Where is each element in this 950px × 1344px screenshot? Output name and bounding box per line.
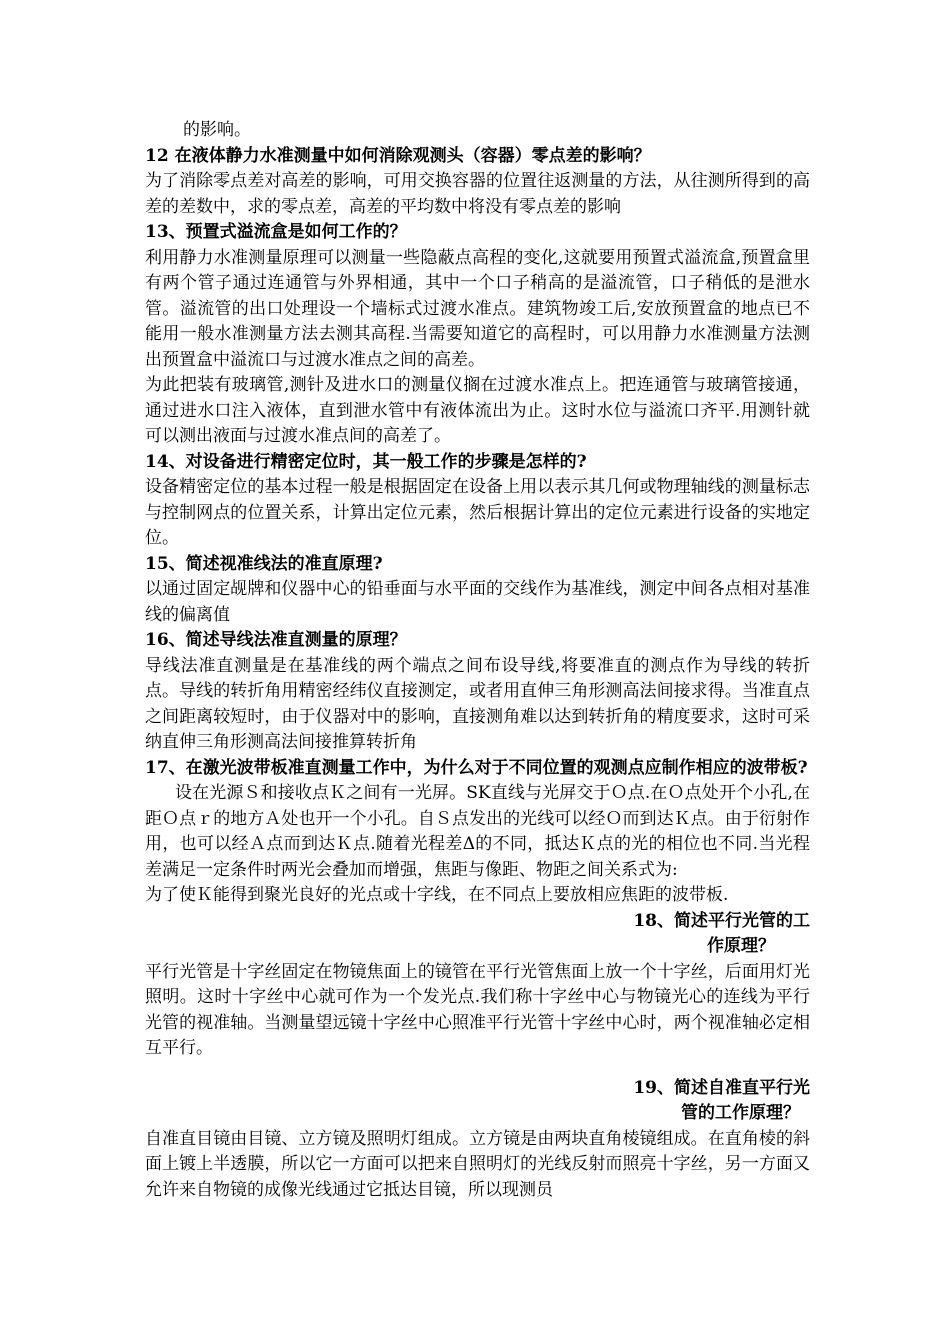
question-18-line-2: 作原理？ bbox=[707, 936, 775, 956]
question-19 bbox=[145, 1076, 810, 1127]
answer-13-part-2: 为此把装有玻璃管,测针及进水口的测量仪搁在过渡水准点上。把连通管与玻璃管接通，通过进水口注入液体，直到泄水管中有液体流出为止。这时水位与溢流口齐平.用测针就可以测出液面与过渡水准点间的高差了。 bbox=[145, 375, 810, 446]
question-18 bbox=[145, 909, 810, 960]
answer-16: 导线法准直测量是在基准线的两个端点之间布设导线,将要准直的测点作为导线的转折点。导线的转折角用精密经纬仪直接测定，或者用直伸三角形测高法间接求得。当准直点之间距离较短时，由于仪器对中的影响，直接测角难以达到转折角的精度要求，这时可采纳直伸三角形测高法间接推算转折角 bbox=[145, 655, 810, 752]
answer-12: 为了消除零点差对高差的影响，可用交换容器的位置往返测量的方法，从往测所得到的高差的差数中，求的零点差，高差的平均数中将没有零点差的影响 bbox=[145, 171, 810, 217]
question-19-line-2: 管的工作原理？ bbox=[681, 1103, 800, 1123]
answer-18: 平行光管是十字丝固定在物镜焦面上的镜管在平行光管焦面上放一个十字丝，后面用灯光照明。这时十字丝中心就可作为一个发光点.我们称十字丝中心与物镜光心的连线为平行光管的视准轴。当测量望远镜十字丝中心照准平行光管十字丝中心时，两个视准轴必定相互平行。 bbox=[145, 961, 810, 1058]
question-15: 15、简述视准线法的准直原理? bbox=[145, 553, 383, 574]
question-14: 14、对设备进行精密定位时，其一般工作的步骤是怎样的? bbox=[145, 451, 587, 472]
question-12: 12 在液体静力水准测量中如何消除观测头（容器）零点差的影响？ bbox=[145, 145, 651, 166]
answer-13-part-1: 利用静力水准测量原理可以测量一些隐蔽点高程的变化,这就要用预置式溢流盒,预置盒里有两个管子通过连通管与外界相通，其中一个口子稍高的是溢流管，口子稍低的是泄水管。溢流管的出口处理设一个墙标式过渡水准点。建筑物竣工后,安放预置盒的地点已不能用一般水准测量方法去测其高程.当需要知道它的高程时，可以用静力水准测量方法测出预置盒中溢流口与过渡水准点之间的高差。 bbox=[145, 247, 810, 370]
continued-text: 的影响。 bbox=[183, 120, 251, 140]
question-16: 16、简述导线法准直测量的原理？ bbox=[145, 630, 407, 650]
question-17: 17、在激光波带板准直测量工作中，为什么对于不同位置的观测点应制作相应的波带板? bbox=[145, 757, 808, 778]
answer-14: 设备精密定位的基本过程一般是根据固定在设备上用以表示其几何或物理轴线的测量标志与控制网点的位置关系，计算出定位元素，然后根据计算出的定位元素进行设备的实地定位。 bbox=[145, 477, 810, 548]
document-page bbox=[145, 118, 810, 1203]
answer-15: 以通过固定觇牌和仪器中心的铅垂面与水平面的交线作为基准线，测定中间各点相对基准线的偏离值 bbox=[145, 579, 810, 625]
question-18-line-1: 18、简述平行光管的工 bbox=[633, 910, 810, 931]
answer-17-part-1: 设在光源Ｓ和接收点Ｋ之间有一光屏。SK直线与光屏交于Ｏ点.在Ｏ点处开个小孔,在距Ｏ点ｒ的地方Ａ处也开一个小孔。自Ｓ点发出的光线可以经Ｏ而到达Ｋ点。由于衍射作用，也可以经Ａ点而到达Ｋ点.随着光程差Δ的不同，抵达Ｋ点的光的相位也不同.当光程差满足一定条件时两光会叠加而增强，焦距与像距、物距之间关系式为: bbox=[145, 783, 810, 880]
answer-17-part-2: 为了使Ｋ能得到聚光良好的光点或十字线，在不同点上要放相应焦距的波带板. bbox=[145, 885, 729, 905]
question-19-line-1: 19、简述自准直平行光 bbox=[633, 1077, 810, 1098]
question-13: 13、预置式溢流盒是如何工作的？ bbox=[145, 222, 407, 242]
answer-19: 自准直目镜由目镜、立方镜及照明灯组成。立方镜是由两块直角棱镜组成。在直角棱的斜面上镀上半透膜，所以它一方面可以把来自照明灯的光线反射而照亮十字丝，另一方面又允许来自物镜的成像光线通过它抵达目镜，所以现测员 bbox=[145, 1128, 810, 1200]
